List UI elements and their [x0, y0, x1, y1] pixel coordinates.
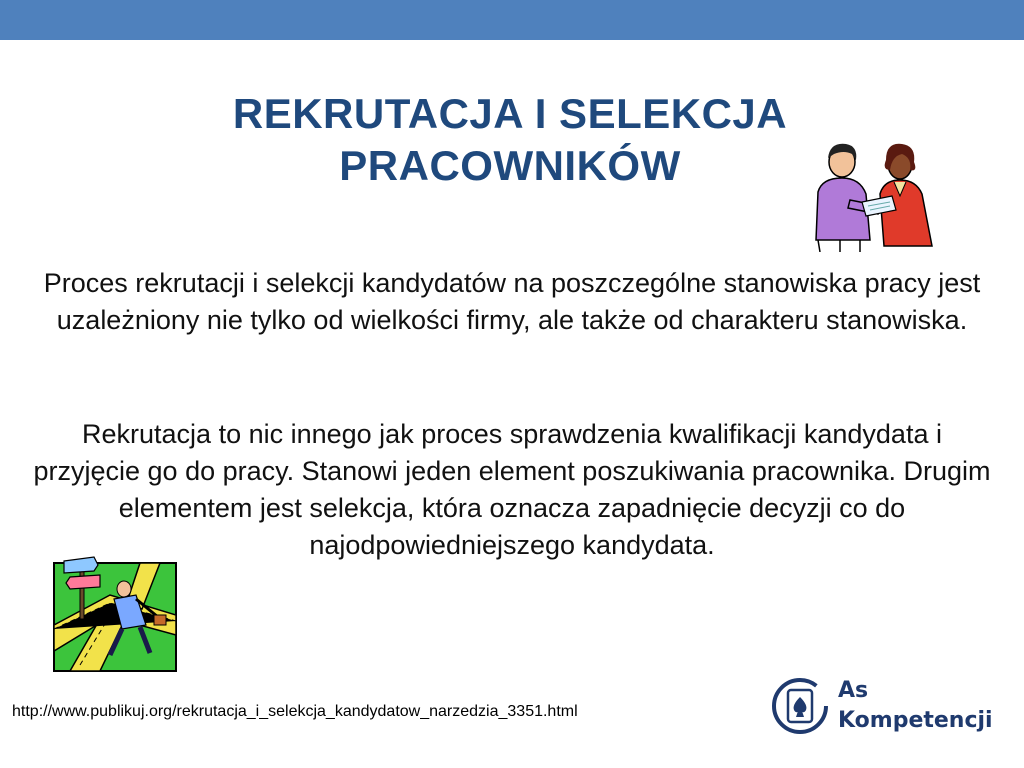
title-line-1: REKRUTACJA I SELEKCJA: [232, 90, 788, 137]
logo-line-2: Kompetencji: [838, 708, 993, 733]
paragraph-recruitment-definition: Rekrutacja to nic innego jak proces sprawdzenia kwalifikacji kandydata i przyjęcie go do pracy. Stanowi jeden element poszukiwania pracownika. Drugim elementem jest selekcja, która oznacza zapadnięcie decyzji co do najodpowiedniejszego kandydata.: [33, 419, 991, 560]
people-handshake-clipart: [800, 140, 940, 252]
crossroads-signpost-clipart: [50, 555, 180, 675]
spade-card-icon: [770, 676, 830, 736]
top-accent-bar: [0, 0, 1024, 40]
source-url: http://www.publikuj.org/rekrutacja_i_selekcja_kandydatow_narzedzia_3351.html: [12, 703, 578, 720]
as-kompetencji-logo: [770, 672, 1000, 742]
slide-title: [120, 88, 900, 192]
title-line-2: PRACOWNIKÓW: [339, 142, 681, 189]
paragraph-recruitment-process: Proces rekrutacji i selekcji kandydatów na poszczególne stanowiska pracy jest uzależniony nie tylko od wielkości firmy, ale także od charakteru stanowiska.: [43, 268, 981, 335]
logo-line-1: As: [838, 678, 869, 703]
logo-text: [838, 676, 993, 736]
